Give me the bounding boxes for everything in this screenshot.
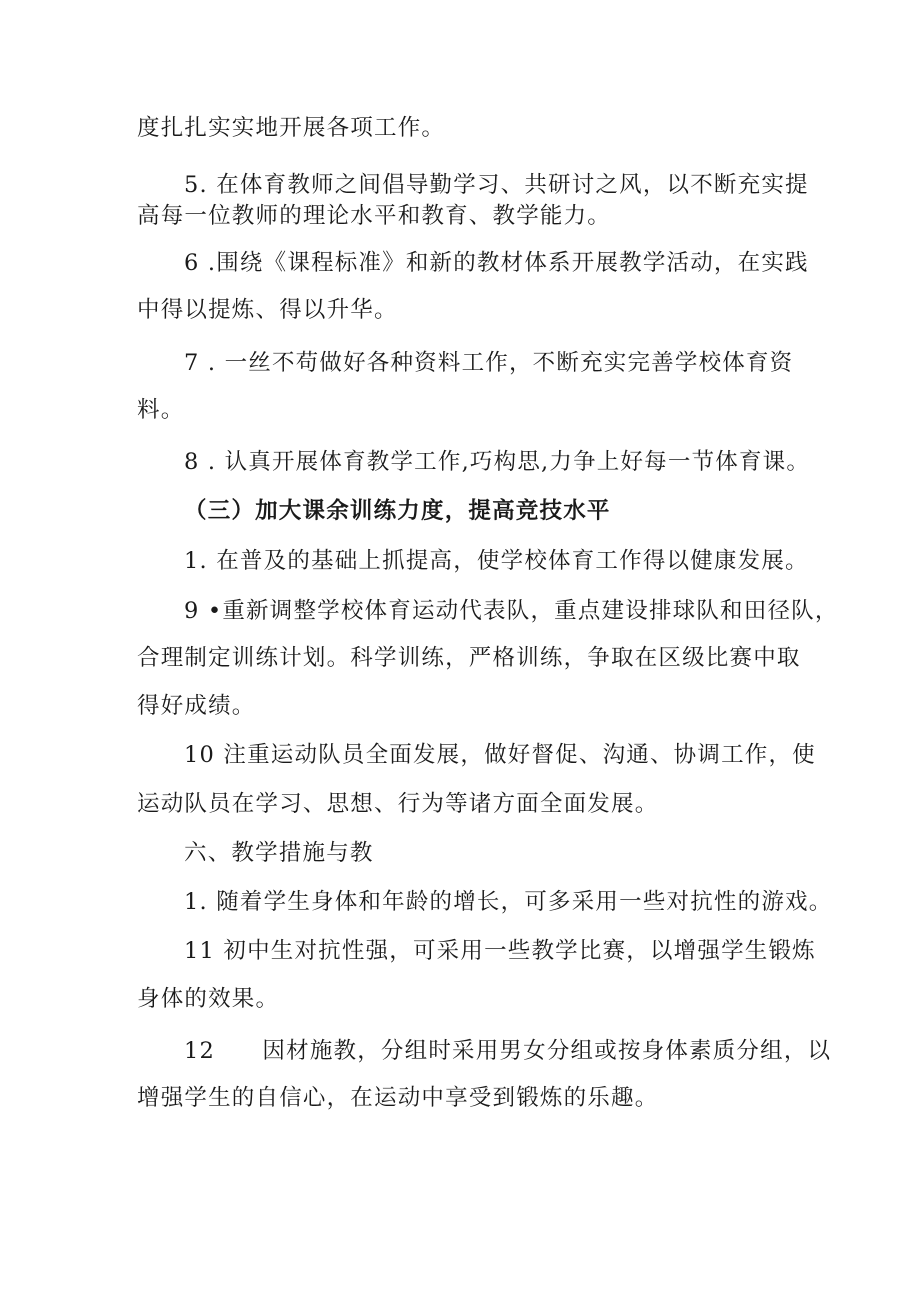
text-line: 5. 在体育教师之间倡导勤学习、共研讨之风，以不断充实提 [184,172,809,198]
text-line: 料。 [137,397,185,423]
text-line: 运动队员在学习、思想、行为等诸方面全面发展。 [137,791,659,817]
text-line: 1. 在普及的基础上抓提高，使学校体育工作得以健康发展。 [184,548,809,574]
text-line: 1. 随着学生身体和年龄的增长，可多采用一些对抗性的游戏。 [184,889,833,915]
text-line: 身体的效果。 [137,986,280,1012]
text-line: 10 注重运动队员全面发展，做好督促、沟通、协调工作，使 [184,742,816,768]
text-line: 11 初中生对抗性强，可采用一些教学比赛，以增强学生锻炼 [184,938,816,964]
text-line: 7 . 一丝不苟做好各种资料工作，不断充实完善学校体育资 [184,350,794,376]
text-line: 中得以提炼、得以升华。 [137,297,398,323]
text-line: 得好成绩。 [137,693,256,719]
text-line: 度扎扎实实地开展各项工作。 [137,115,446,141]
text-line: 8 . 认真开展体育教学工作,巧构思,力争上好每一节体育课。 [184,449,811,475]
section-heading: （三）加大课余训练力度，提高竞技水平 [184,498,611,524]
text-line: 6 .围绕《课程标准》和新的教材体系开展教学活动，在实践 [184,250,809,276]
text-line: 12 因材施教，分组时采用男女分组或按身体素质分组，以 [184,1038,832,1064]
text-line: 高每一位教师的理论水平和教育、教学能力。 [137,203,612,229]
text-line: 9 •重新调整学校体育运动代表队，重点建设排球队和田径队， [184,598,839,624]
section-heading: 六、教学措施与教 [184,840,374,866]
text-line: 增强学生的自信心，在运动中享受到锻炼的乐趣。 [137,1085,659,1111]
text-line: 合理制定训练计划。科学训练，严格训练，争取在区级比赛中取 [137,645,801,671]
